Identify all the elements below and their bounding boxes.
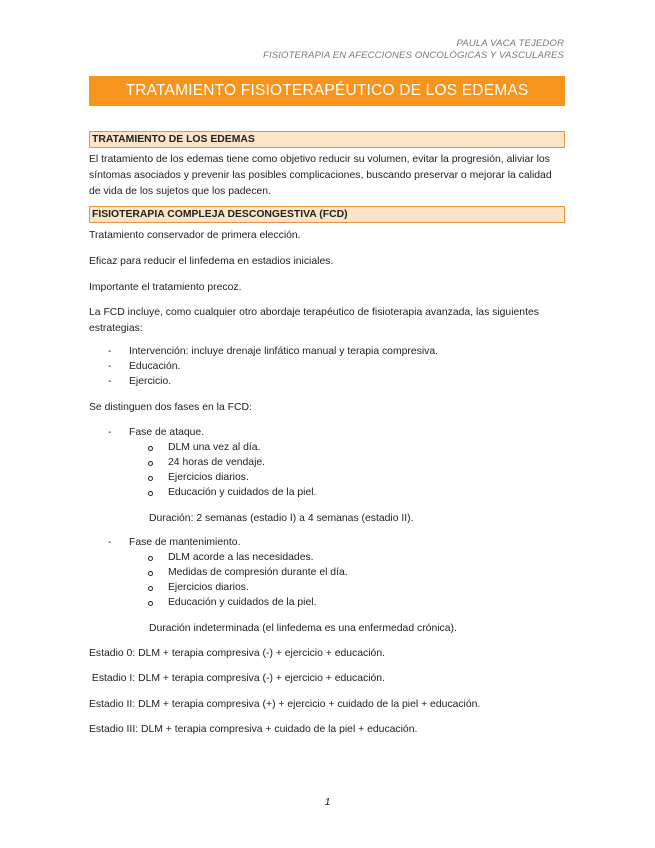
dash-bullet: - <box>108 361 112 372</box>
circle-bullet-icon <box>148 491 153 496</box>
phase-maintenance-label: Fase de mantenimiento. <box>129 537 241 548</box>
stage-line: Estadio I: DLM + terapia compresiva (-) + ejercicio + educación. <box>89 673 385 684</box>
phase-attack-label: Fase de ataque. <box>129 427 205 438</box>
stage-line: Estadio II: DLM + terapia compresiva (+) + ejercicio + cuidado de la piel + educación. <box>89 699 481 710</box>
sub-list-text: Ejercicios diarios. <box>168 582 249 593</box>
dash-bullet: - <box>108 537 112 548</box>
paragraph-line: La FCD incluye, como cualquier otro abordaje terapéutico de fisioterapia avanzada, las siguientes <box>89 307 539 318</box>
header-subject: FISIOTERAPIA EN AFECCIONES ONCOLÓGICAS Y VASCULARES <box>263 50 564 61</box>
circle-bullet-icon <box>148 446 153 451</box>
phase-attack-duration: Duración: 2 semanas (estadio I) a 4 semanas (estadio II). <box>149 513 414 524</box>
strategy-item: Ejercicio. <box>129 376 172 387</box>
dash-bullet: - <box>108 376 112 387</box>
stage-line: Estadio III: DLM + terapia compresiva + cuidado de la piel + educación. <box>89 724 418 735</box>
page-header <box>263 38 564 62</box>
section-heading-tratamiento: TRATAMIENTO DE LOS EDEMAS <box>89 131 565 148</box>
sub-list-text: Medidas de compresión durante el día. <box>168 567 348 578</box>
circle-bullet-icon <box>148 571 153 576</box>
dash-bullet: - <box>108 427 112 438</box>
sub-list-text: Educación y cuidados de la piel. <box>168 597 317 608</box>
circle-bullet-icon <box>148 476 153 481</box>
strategy-item: Intervención: incluye drenaje linfático manual y terapia compresiva. <box>129 346 438 357</box>
paragraph-eficaz: Eficaz para reducir el linfedema en estadios iniciales. <box>89 256 334 267</box>
page-number: 1 <box>324 797 331 808</box>
paragraph-primera-eleccion: Tratamiento conservador de primera elección. <box>89 230 301 241</box>
circle-bullet-icon <box>148 556 153 561</box>
sub-list-text: DLM una vez al día. <box>168 442 261 453</box>
paragraph-fases-intro: Se distinguen dos fases en la FCD: <box>89 402 252 413</box>
paragraph-precoz: Importante el tratamiento precoz. <box>89 282 242 293</box>
section1-line: El tratamiento de los edemas tiene como objetivo reducir su volumen, evitar la progresión, aliviar los <box>89 154 550 165</box>
section1-line: de vida de los sujetos que los padecen. <box>89 186 271 197</box>
stage-line: Estadio 0: DLM + terapia compresiva (-) + ejercicio + educación. <box>89 648 385 659</box>
header-author: PAULA VACA TEJEDOR <box>456 38 564 49</box>
phase-maintenance-duration: Duración indeterminada (el linfedema es una enfermedad crónica). <box>149 623 457 634</box>
circle-bullet-icon <box>148 601 153 606</box>
sub-list-text: Ejercicios diarios. <box>168 472 249 483</box>
paragraph-fcd-incluye <box>89 305 569 337</box>
section1-paragraph <box>89 152 569 200</box>
title-banner: TRATAMIENTO FISIOTERAPÉUTICO DE LOS EDEMAS <box>89 76 565 106</box>
paragraph-line: estrategias: <box>89 323 143 334</box>
sub-list-text: DLM acorde a las necesidades. <box>168 552 314 563</box>
circle-bullet-icon <box>148 461 153 466</box>
section-heading-fcd: FISIOTERAPIA COMPLEJA DESCONGESTIVA (FCD) <box>89 206 565 223</box>
sub-list-text: 24 horas de vendaje. <box>168 457 266 468</box>
section1-line: síntomas asociados y prevenir las posibles complicaciones, buscando preservar o mejorar la calidad <box>89 170 552 181</box>
sub-list-text: Educación y cuidados de la piel. <box>168 487 317 498</box>
dash-bullet: - <box>108 346 112 357</box>
strategy-item: Educación. <box>129 361 181 372</box>
circle-bullet-icon <box>148 586 153 591</box>
